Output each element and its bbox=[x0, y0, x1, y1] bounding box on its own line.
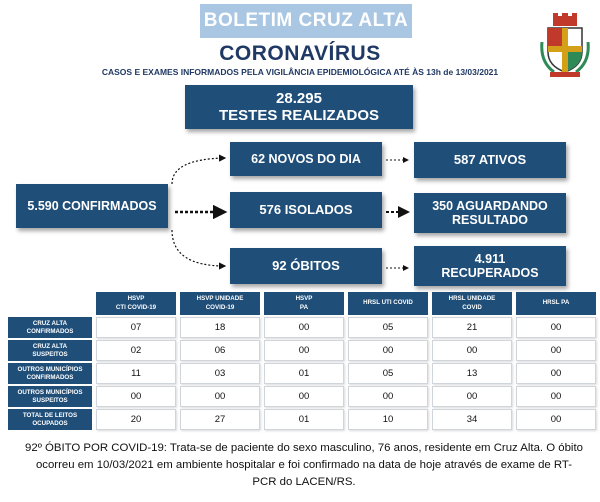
table-cell: 00 bbox=[180, 386, 260, 407]
new-cases-box: 62 NOVOS DO DIA bbox=[230, 142, 382, 176]
active-box: 587 ATIVOS bbox=[414, 142, 566, 178]
table-cell: 00 bbox=[516, 317, 596, 338]
table-cell: 00 bbox=[348, 340, 428, 361]
table-cell: 10 bbox=[348, 409, 428, 430]
tests-value: 28.295 bbox=[276, 89, 322, 107]
recovered-value: 4.911 bbox=[474, 251, 506, 266]
city-crest-icon bbox=[540, 12, 590, 78]
table-cell: 01 bbox=[264, 363, 344, 384]
row-header: CRUZ ALTA CONFIRMADOS bbox=[8, 317, 92, 338]
column-header: HRSL UTI COVID bbox=[348, 292, 428, 315]
table-cell: 21 bbox=[432, 317, 512, 338]
table-cell: 05 bbox=[348, 317, 428, 338]
page-title: CORONAVÍRUS bbox=[219, 42, 381, 65]
column-header: HSVP PA bbox=[264, 292, 344, 315]
column-header: HSVP UNIDADE COVID-19 bbox=[180, 292, 260, 315]
table-cell: 07 bbox=[96, 317, 176, 338]
table-cell: 00 bbox=[516, 340, 596, 361]
tests-label: TESTES REALIZADOS bbox=[218, 107, 379, 124]
isolated-box: 576 ISOLADOS bbox=[230, 192, 382, 228]
awaiting-line-1: 350 AGUARDANDO bbox=[432, 198, 548, 213]
awaiting-result-box bbox=[414, 193, 566, 233]
table-cell: 05 bbox=[348, 363, 428, 384]
table-cell: 00 bbox=[264, 386, 344, 407]
table-cell: 00 bbox=[516, 409, 596, 430]
confirmed-box: 5.590 CONFIRMADOS bbox=[16, 184, 168, 228]
table-cell: 00 bbox=[348, 386, 428, 407]
table-cell: 00 bbox=[264, 317, 344, 338]
tests-performed-box bbox=[185, 85, 413, 129]
table-cell: 18 bbox=[180, 317, 260, 338]
table-cell: 01 bbox=[264, 409, 344, 430]
column-header: HRSL UNIDADE COVID bbox=[432, 292, 512, 315]
arrow-to-new-cases bbox=[172, 158, 225, 184]
title-banner: BOLETIM CRUZ ALTA bbox=[200, 4, 412, 38]
recovered-box bbox=[414, 246, 566, 286]
deaths-box: 92 ÓBITOS bbox=[230, 248, 382, 284]
table-cell: 00 bbox=[264, 340, 344, 361]
row-header: OUTROS MUNICÍPIOS SUSPEITOS bbox=[8, 386, 92, 407]
column-header: HRSL PA bbox=[516, 292, 596, 315]
table-cell: 11 bbox=[96, 363, 176, 384]
row-header: TOTAL DE LEITOS OCUPADOS bbox=[8, 409, 92, 430]
report-caption: CASOS E EXAMES INFORMADOS PELA VIGILÂNCIA EPIDEMIOLÓGICA ATÉ ÀS 13h de 13/03/2021 bbox=[101, 67, 499, 77]
column-header: HSVP CTI COVID-19 bbox=[96, 292, 176, 315]
table-cell: 00 bbox=[432, 386, 512, 407]
table-cell: 34 bbox=[432, 409, 512, 430]
table-cell: 27 bbox=[180, 409, 260, 430]
table-cell: 02 bbox=[96, 340, 176, 361]
hospital-occupancy-table bbox=[8, 292, 598, 434]
table-cell: 00 bbox=[96, 386, 176, 407]
table-cell: 03 bbox=[180, 363, 260, 384]
arrow-to-deaths bbox=[172, 230, 225, 266]
table-cell: 00 bbox=[516, 386, 596, 407]
table-cell: 06 bbox=[180, 340, 260, 361]
death-note: 92º ÓBITO POR COVID-19: Trata-se de paciente do sexo masculino, 76 anos, residente em Cruz Alta. O óbito ocorreu em 10/03/2021 em ambiente hospitalar e foi confirmado na data de hoje através de exame de RT-PCR do LACEN/RS. bbox=[25, 442, 583, 488]
table-cell: 20 bbox=[96, 409, 176, 430]
table-cell: 00 bbox=[432, 340, 512, 361]
table-cell: 13 bbox=[432, 363, 512, 384]
row-header: CRUZ ALTA SUSPEITOS bbox=[8, 340, 92, 361]
awaiting-line-2: RESULTADO bbox=[452, 213, 528, 227]
table-cell: 00 bbox=[516, 363, 596, 384]
recovered-label: RECUPERADOS bbox=[441, 266, 539, 280]
row-header: OUTROS MUNICÍPIOS CONFIRMADOS bbox=[8, 363, 92, 384]
